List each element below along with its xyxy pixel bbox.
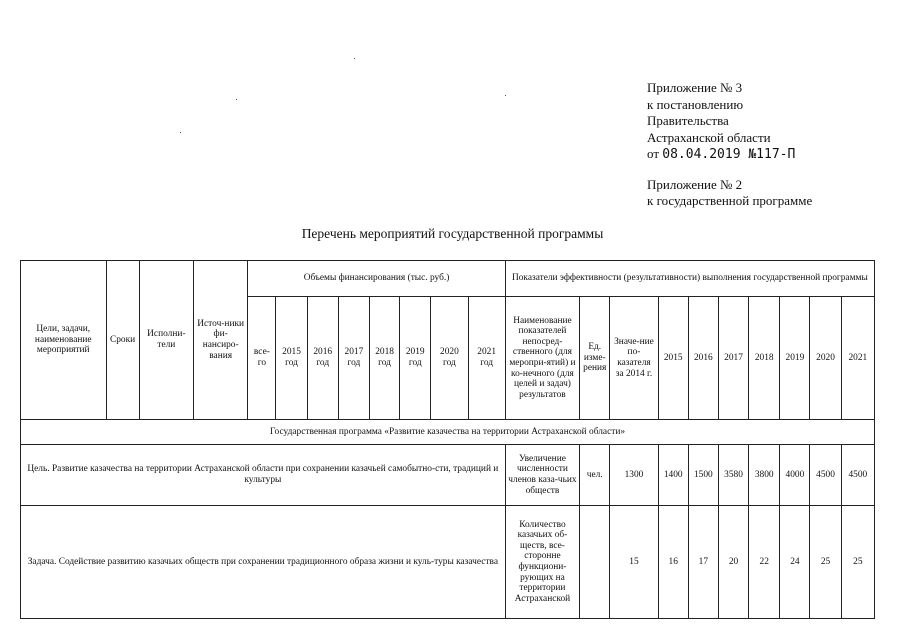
goal-value: 1500 (688, 445, 718, 506)
task-indicator: Количество казачьих об-ществ, все-сторонне функциони-рующих на территории Астраханской (505, 506, 579, 619)
header-fund-year: 2019 год (400, 297, 431, 420)
task-unit (580, 506, 610, 619)
header-ind-year: 2020 (810, 297, 841, 420)
document-title: Перечень мероприятий государственной программы (301, 226, 604, 241)
header-fund-year: 2020 год (431, 297, 468, 420)
table-row (21, 420, 875, 445)
header-sources: Источ-ники фи-нансиро-вания (194, 261, 248, 420)
goal-value: 3580 (718, 445, 748, 506)
header-ind-year: 2015 (658, 297, 688, 420)
task-value: 20 (718, 506, 748, 619)
header-fund-year: 2016 год (307, 297, 338, 420)
appendix-date-line (647, 146, 812, 164)
header-goals: Цели, задачи, наименование мероприятий (21, 261, 107, 420)
appendix-header (647, 80, 812, 210)
program-row-text: Государственная программа «Развитие казачества на территории Астраханской области» (21, 420, 875, 445)
date-stamp: 08.04.2019 №117-П (662, 147, 796, 162)
goal-unit: чел. (580, 445, 610, 506)
appendix-line: Астраханской области (647, 129, 771, 145)
header-indicator-name: Наименование показателей непосред-ственного (для меропри-ятий) и ко-нечного (для целей и задач) результатов (505, 297, 579, 420)
goal-value: 1400 (658, 445, 688, 506)
goal-value: 4000 (780, 445, 810, 506)
goal-value: 4500 (810, 445, 841, 506)
header-executors: Исполни-тели (139, 261, 193, 420)
scan-speck (180, 132, 181, 133)
task-value: 25 (841, 506, 874, 619)
header-base-value: Значе-ние по-казателя за 2014 г. (610, 297, 658, 420)
goal-value: 3800 (749, 445, 780, 506)
table-row (21, 506, 875, 619)
appendix-line: Приложение № 3 (647, 80, 743, 95)
header-funding-group: Объемы финансирования (тыс. руб.) (248, 261, 505, 297)
task-value: 24 (780, 506, 810, 619)
header-indicators-group: Показатели эффективности (результативности) выполнения государственной программы (505, 261, 874, 297)
goal-value: 4500 (841, 445, 874, 506)
goal-base-value: 1300 (610, 445, 658, 506)
scan-speck (236, 99, 237, 100)
task-text: Задача. Содействие развитию казачьих обществ при сохранении традиционного образа жизни и куль-туры казачества (21, 506, 506, 619)
header-fund-year: 2021 год (468, 297, 505, 420)
task-value: 17 (688, 506, 718, 619)
header-fund-year: 2017 год (338, 297, 369, 420)
task-value: 16 (658, 506, 688, 619)
header-fund-year: 2018 год (369, 297, 399, 420)
date-prefix: от (647, 146, 660, 161)
header-ind-year: 2017 (718, 297, 748, 420)
header-terms: Сроки (106, 261, 139, 420)
scan-speck (354, 58, 355, 59)
scan-speck (505, 95, 506, 96)
header-ind-year: 2021 (841, 297, 874, 420)
appendix-line: Приложение № 2 (647, 176, 743, 192)
header-total: все-го (248, 297, 276, 420)
table-row (21, 445, 875, 506)
appendix-line: к государственной программе (647, 193, 813, 208)
measures-table (20, 260, 875, 619)
header-ind-year: 2019 (780, 297, 810, 420)
header-unit: Ед. изме-рения (580, 297, 610, 420)
appendix-line: Правительства (647, 113, 729, 128)
header-fund-year: 2015 год (276, 297, 307, 420)
header-ind-year: 2016 (688, 297, 718, 420)
task-value: 25 (810, 506, 841, 619)
goal-indicator: Увеличение численности членов каза-чьих обществ (505, 445, 579, 506)
goal-text: Цель. Развитие казачества на территории Астраханской области при сохранении казачьей самобытно-сти, традиций и культуры (21, 445, 506, 506)
task-value: 22 (749, 506, 780, 619)
appendix-line: к постановлению (647, 96, 744, 112)
header-ind-year: 2018 (749, 297, 780, 420)
task-base-value: 15 (610, 506, 658, 619)
